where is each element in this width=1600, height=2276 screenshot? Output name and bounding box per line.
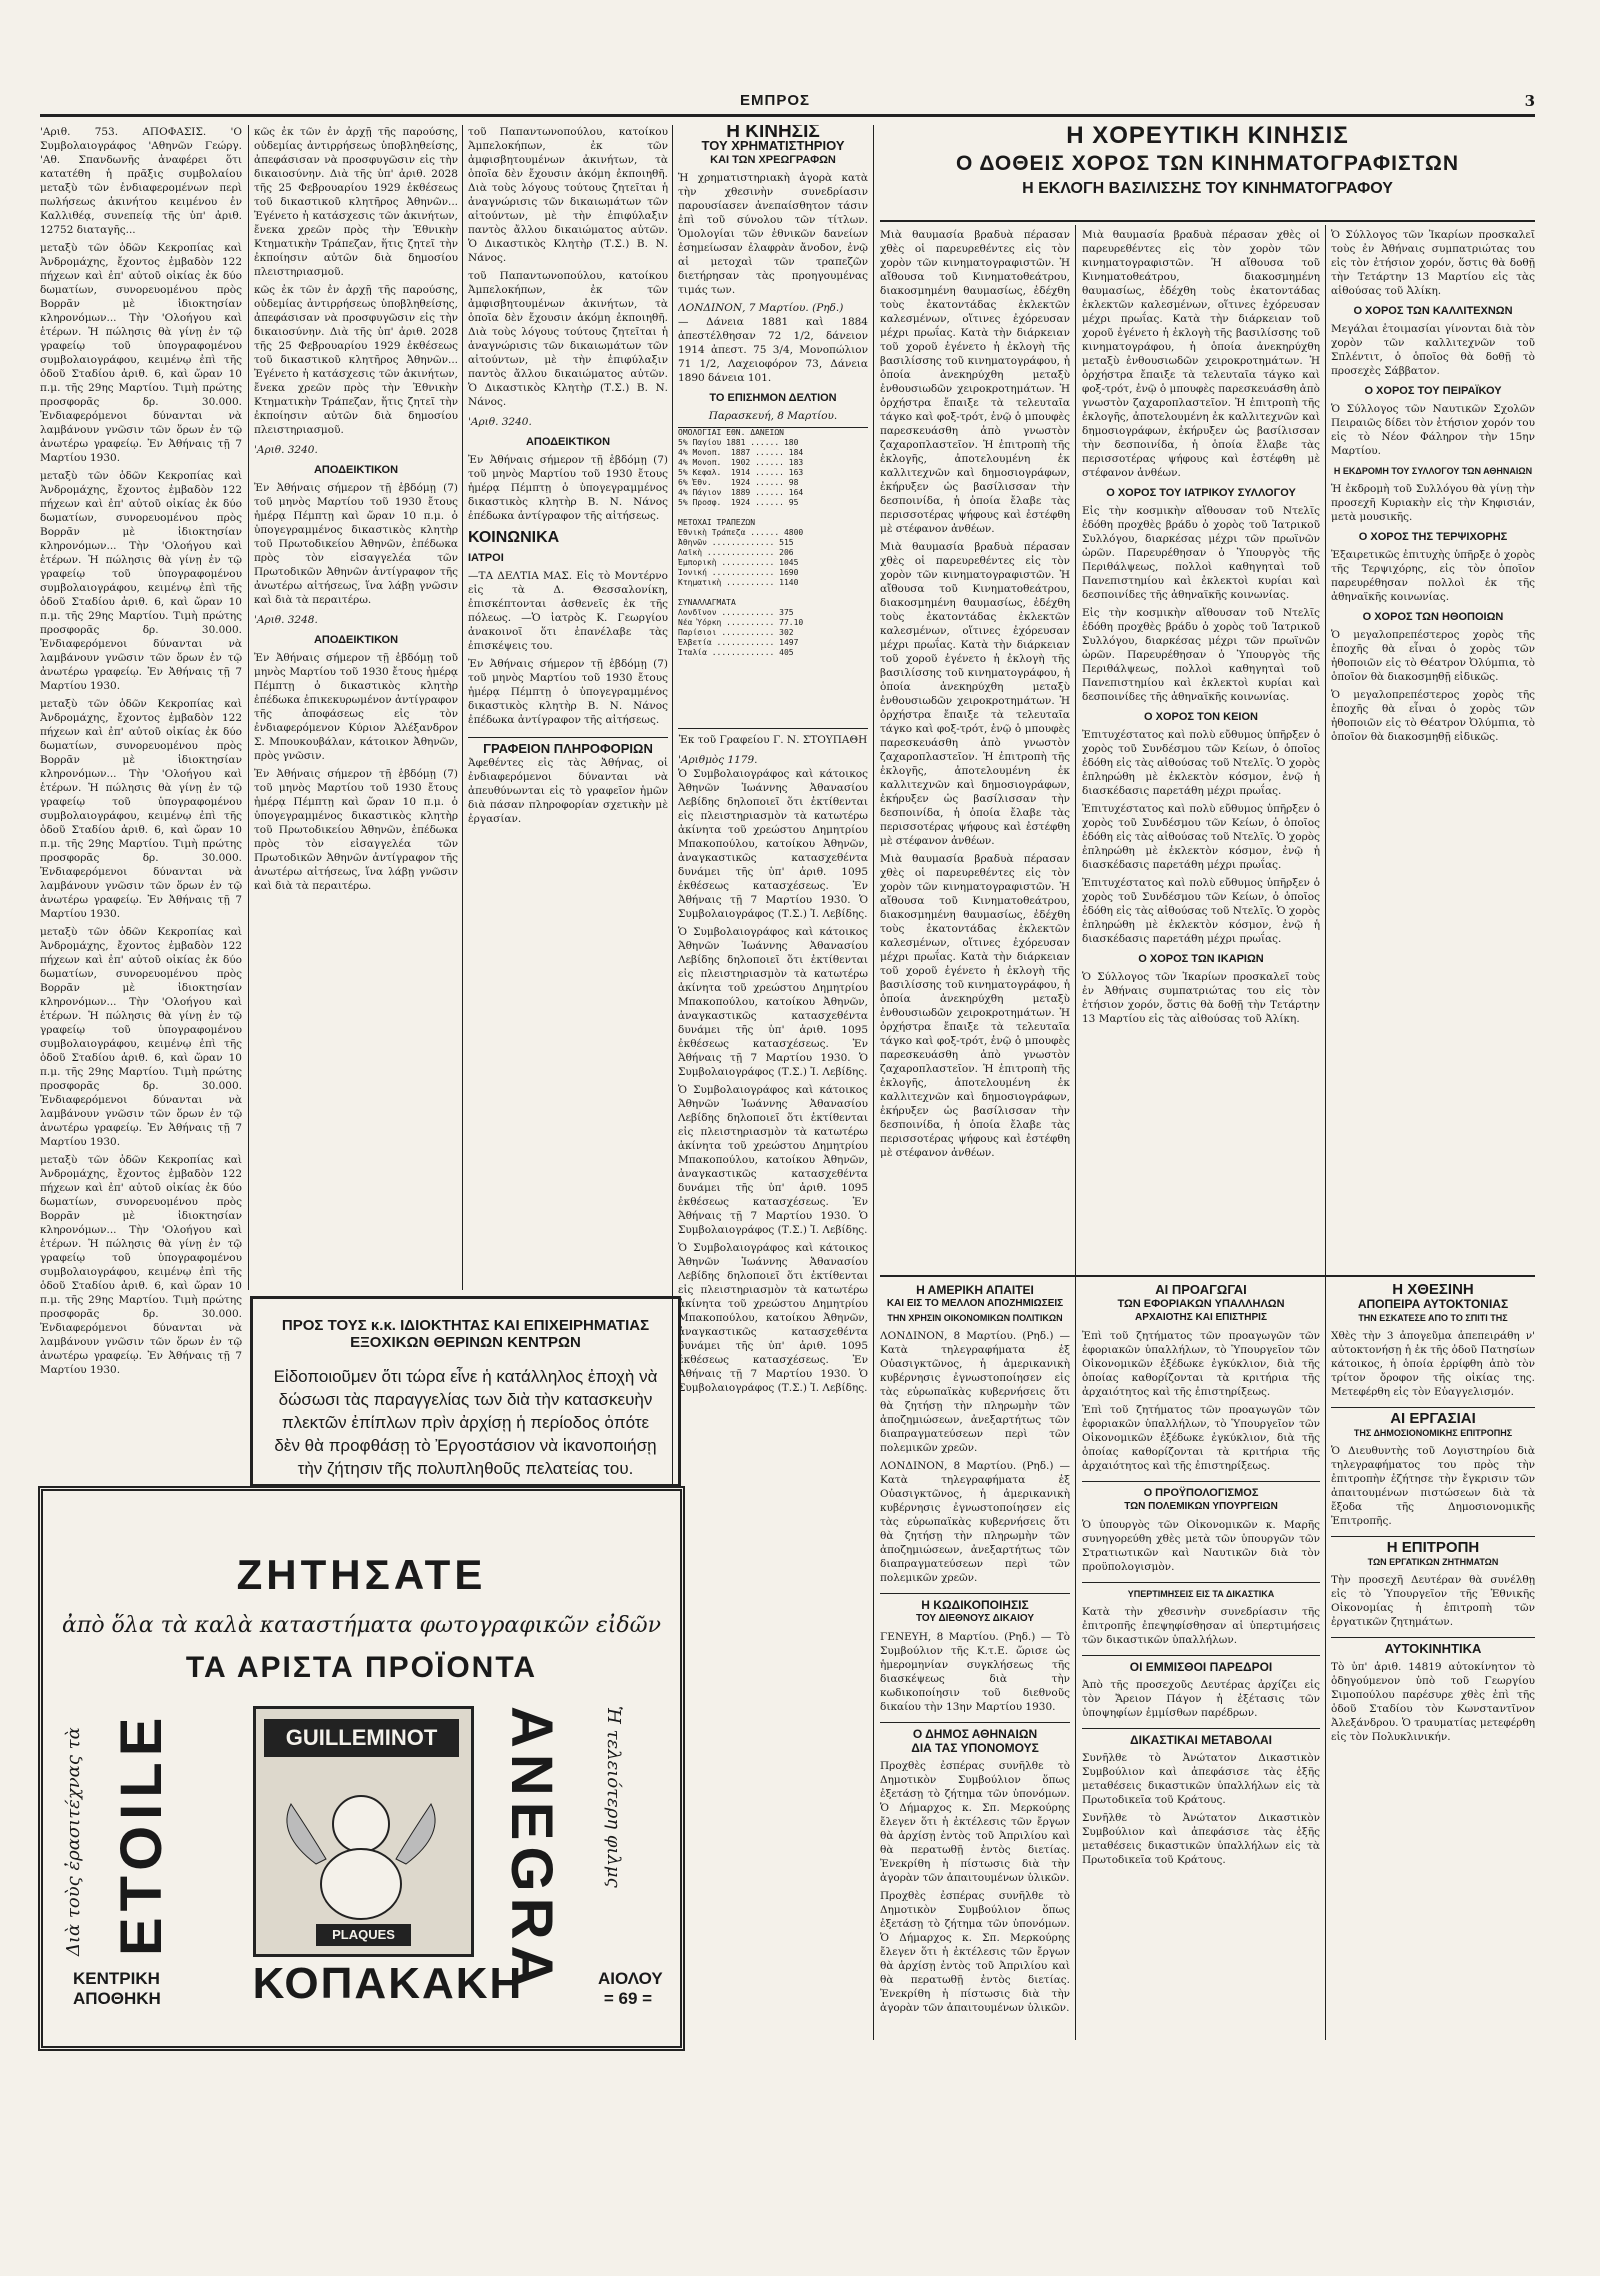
court-notice-body-repeat: τοῦ Παπαντωνοπούλου, κατοίκου Ἀμπελοκήπων, ἐκ τῶν ἀμφισβητουμένων ἀκινήτων, τὰ ὁποῖα δὲν ἔχουσιν ἀκόμη ἐκποιηθῆ. Διὰ τοὺς λόγους τούτους ζητεῖται ἡ ἀναγνώρισις τῶν δικαιωμάτων τῶν αἰτούντων, μὲ τὴν ἐπιφύλαξιν παντὸς ἄλλου δικαιώματος αὐτῶν. Ὁ Δικαστικὸς Κλητὴρ (Τ.Σ.) Β. Ν. Νάνος. <box>468 270 668 408</box>
dance-article-text: Μιὰ θαυμασία βραδυὰ πέρασαν χθὲς οἱ παρευρεθέντες εἰς τὸν χορὸν τῶν κινηματογραφιστῶν. Ἡ αἴθουσα τοῦ Κινηματοθεάτρου, διακοσμημένη θαυμασίως, ἐδέχθη τοὺς ἑκατοντάδας ἐκλεκτῶν καλεσμένων, οἵτινες ἐχόρευσαν μέχρι πρωΐας. Κατὰ τὴν διάρκειαν τοῦ χοροῦ ἐγένετο ἡ ἐκλογὴ τῆς βασιλίσσης τοῦ κινηματογράφου, ἡ ὁποία ἀνεκηρύχθη μεταξὺ ἐνθουσιωδῶν χειροκροτημάτων. Ἡ ὀρχήστρα ἔπαιξε τὰ τελευταῖα τάγκο καὶ φοξ-τρότ, ἐνῷ ὁ μπουφὲς παρεσκευάσθη ἀπὸ γνωστὸν ζαχαροπλαστεῖον. Ἡ ἐπιτροπὴ τῆς ἐκλογῆς, ἀποτελουμένη ἐκ καλλιτεχνῶν καὶ δημοσιογράφων, ἐκήρυξεν ὡς βασίλισσαν τὴν δεσποινίδα, ἡ ὁποία ἔλαβε τὰς περισσοτέρας ψήφους καὶ ἐστέφθη μὲ στέφανον ἀνθέων. <box>1082 229 1320 479</box>
ikarion-ball-heading: Ο ΧΟΡΟΣ ΤΩΝ ΙΚΑΡΙΩΝ <box>1138 953 1264 965</box>
budget-subheading: ΤΩΝ ΠΟΛΕΜΙΚΩΝ ΥΠΟΥΡΓΕΙΩΝ <box>1124 1501 1278 1512</box>
notice-number: 'Αριθμὸς 1179. <box>678 754 758 766</box>
codification-heading: Η ΚΩΔΙΚΟΠΟΙΗΣΙΣ <box>880 1593 1070 1612</box>
judicial-changes-heading: ΔΙΚΑΣΤΙΚΑΙ ΜΕΤΑΒΟΛΑΙ <box>1082 1728 1320 1747</box>
notice-number: 'Αριθ. 3248. <box>254 614 318 626</box>
photo-advertisement <box>38 1486 685 2051</box>
legal-notice-body-repeat: μεταξὺ τῶν ὁδῶν Κεκροπίας καὶ Ἀνδρομάχης, ἔχοντος ἐμβαδὸν 122 πήχεων καὶ ἐπ' αὐτοῦ οἰκίας ἐκ δύο δωματίων, συνορευομένου πρὸς Βορρᾶν μὲ ἰδιοκτησίαν κληρονόμων... Τὴν 'Ολοήγου καὶ ἑτέρων. Ἡ πώλησις θὰ γίνῃ ἐν τῷ γραφείῳ τοῦ ὑπογραφομένου συμβολαιογράφου, κειμένῳ ἐπὶ τῆς ὁδοῦ Σταδίου ἀριθ. 6, καὶ ὥραν 10 π.μ. τῆς 29ης Μαρτίου. Τιμὴ πρώτης προσφορᾶς δρ. 30.000. Ἐνδιαφερόμενοι δύνανται νὰ λαμβάνουν γνῶσιν τῶν ὅρων ἐν τῷ ἀνωτέρω γραφείῳ. Ἐν Ἀθήναις τῇ 7 Μαρτίου 1930. <box>40 926 242 1148</box>
dance-second-heading: Ο ΔΟΘΕΙΣ ΧΟΡΟΣ ΤΩΝ ΚΙΝΗΜΑΤΟΓΡΑΦΙΣΤΩΝ <box>955 152 1460 175</box>
notice-text: Ἐν Ἀθήναις σήμερον τῇ ἑβδόμῃ τοῦ μηνὸς Μαρτίου τοῦ 1930 ἔτους ἡμέρᾳ Πέμπτῃ ὁ δικαστικὸς κλητὴρ ἐπέδωκα ἐπικεκυρωμένον ἀντίγραφον τῆς ἀποφάσεως εἰς τὸν ἐνδιαφερόμενον Κύριον Ἀλέξανδρον Σ. Μπουκουβάλαν, κάτοικον Ἀθηνῶν, πρὸς γνῶσιν. <box>254 652 458 762</box>
legal-notice-body-repeat: μεταξὺ τῶν ὁδῶν Κεκροπίας καὶ Ἀνδρομάχης, ἔχοντος ἐμβαδὸν 122 πήχεων καὶ ἐπ' αὐτοῦ οἰκίας ἐκ δύο δωματίων, συνορευομένου πρὸς Βορρᾶν μὲ ἰδιοκτησίαν κληρονόμων... Τὴν 'Ολοήγου καὶ ἑτέρων. Ἡ πώλησις θὰ γίνῃ ἐν τῷ γραφείῳ τοῦ ὑπογραφομένου συμβολαιογράφου, κειμένῳ ἐπὶ τῆς ὁδοῦ Σταδίου ἀριθ. 6, καὶ ὥραν 10 π.μ. τῆς 29ης Μαρτίου. Τιμὴ πρώτης προσφορᾶς δρ. 30.000. Ἐνδιαφερόμενοι δύνανται νὰ λαμβάνουν γνῶσιν τῶν ὅρων ἐν τῷ ἀνωτέρω γραφείῳ. Ἐν Ἀθήναις τῇ 7 Μαρτίου 1930. <box>40 1154 242 1376</box>
column-rule <box>873 125 874 2040</box>
actors-ball-text: Ὁ μεγαλοπρεπέστερος χορὸς τῆς ἐποχῆς θὰ εἶναι ὁ χορὸς τῶν ἠθοποιῶν εἰς τὸ Θέατρον Ὀλύμπια, τὸ ὁποῖον θὰ διακοσμηθῇ εἰδικῶς. <box>1331 629 1535 683</box>
municipality-text-repeat: Προχθὲς ἐσπέρας συνῆλθε τὸ Δημοτικὸν Συμβούλιον ὅπως ἐξετάσῃ τὸ ζήτημα τῶν ὑπονόμων. Ὁ Δήμαρχος κ. Σπ. Μερκούρης ἔλεγεν ὅτι ἡ ἐκτέλεσις τῶν ἔργων θὰ ἀρχίσῃ ἐντὸς τοῦ Ἀπριλίου καὶ θὰ περατωθῇ ἐντὸς διετίας. Ἐνεκρίθη ἡ πίστωσις διὰ τὴν ἀγορὰν τῶν ἀπαιτουμένων ὑλικῶν. <box>880 1890 1070 2014</box>
municipality-text: Προχθὲς ἐσπέρας συνῆλθε τὸ Δημοτικὸν Συμβούλιον ὅπως ἐξετάσῃ τὸ ζήτημα τῶν ὑπονόμων. Ὁ Δήμαρχος κ. Σπ. Μερκούρης ἔλεγεν ὅτι ἡ ἐκτέλεσις τῶν ἔργων θὰ ἀρχίσῃ ἐντὸς τοῦ Ἀπριλίου καὶ θὰ περατωθῇ ἐντὸς διετίας. Ἐνεκρίθη ἡ πίστωσις διὰ τὴν ἀγορὰν τῶν ἀπαιτουμένων ὑλικῶν. <box>880 1760 1070 1884</box>
promotions-text-repeat: Ἐπὶ τοῦ ζητήματος τῶν προαγωγῶν τῶν ἐφοριακῶν ὑπαλλήλων, τὸ Ὑπουργεῖον τῶν Οἰκονομικῶν ἐξέδωκε ἐγκύκλιον, διὰ τῆς ὁποίας καθορίζονται τὰ κριτήρια τῆς ἀρχαιότητος καὶ τῆς ἐπιστηρίξεως. <box>1082 1404 1320 1472</box>
dance-article-text-repeat: Μιὰ θαυμασία βραδυὰ πέρασαν χθὲς οἱ παρευρεθέντες εἰς τὸν χορὸν τῶν κινηματογραφιστῶν. Ἡ αἴθουσα τοῦ Κινηματοθεάτρου, διακοσμημένη θαυμασίως, ἐδέχθη τοὺς ἑκατοντάδας ἐκλεκτῶν καλεσμένων, οἵτινες ἐχόρευσαν μέχρι πρωΐας. Κατὰ τὴν διάρκειαν τοῦ χοροῦ ἐγένετο ἡ ἐκλογὴ τῆς βασιλίσσης τοῦ κινηματογράφου, ἡ ὁποία ἀνεκηρύχθη μεταξὺ ἐνθουσιωδῶν χειροκροτημάτων. Ἡ ὀρχήστρα ἔπαιξε τὰ τελευταῖα τάγκο καὶ φοξ-τρότ, ἐνῷ ὁ μπουφὲς παρεσκευάσθη ἀπὸ γνωστὸν ζαχαροπλαστεῖον. Ἡ ἐπιτροπὴ τῆς ἐκλογῆς, ἀποτελουμένη ἐκ καλλιτεχνῶν καὶ δημοσιογράφων, ἐκήρυξεν ὡς βασίλισσαν τὴν δεσποινίδα, ἡ ὁποία ἔλαβε τὰς περισσοτέρας ψήφους καὶ ἐστέφθη μὲ στέφανον ἀνθέων. <box>880 853 1070 1159</box>
dateline: ΛΟΝΔΙΝΟΝ, 7 Μαρτίου. (Ρηδ.) <box>678 302 844 314</box>
artists-ball-text: Μεγάλαι ἑτοιμασίαι γίνονται διὰ τὸν χορὸν τῶν καλλιτεχνῶν τοῦ Σπλέντιτ, ὁ ὁποῖος θὰ δοθῇ τὸ προσεχὲς Σάββατον. <box>1331 323 1535 377</box>
actors-ball-text-repeat: Ὁ μεγαλοπρεπέστερος χορὸς τῆς ἐποχῆς θὰ εἶναι ὁ χορὸς τῶν ἠθοποιῶν εἰς τὸ Θέατρον Ὀλύμπια, τὸ ὁποῖον θὰ διακοσμηθῇ εἰδικῶς. <box>1331 689 1535 743</box>
dance-article-text: Μιὰ θαυμασία βραδυὰ πέρασαν χθὲς οἱ παρευρεθέντες εἰς τὸν χορὸν τῶν κινηματογραφιστῶν. Ἡ αἴθουσα τοῦ Κινηματοθεάτρου, διακοσμημένη θαυμασίως, ἐδέχθη τοὺς ἑκατοντάδας ἐκλεκτῶν καλεσμένων, οἵτινες ἐχόρευσαν μέχρι πρωΐας. Κατὰ τὴν διάρκειαν τοῦ χοροῦ ἐγένετο ἡ ἐκλογὴ τῆς βασιλίσσης τοῦ κινηματογράφου, ἡ ὁποία ἀνεκηρύχθη μεταξὺ ἐνθουσιωδῶν χειροκροτημάτων. Ἡ ὀρχήστρα ἔπαιξε τὰ τελευταῖα τάγκο καὶ φοξ-τρότ, ἐνῷ ὁ μπουφὲς παρεσκευάσθη ἀπὸ γνωστὸν ζαχαροπλαστεῖον. Ἡ ἐπιτροπὴ τῆς ἐκλογῆς, ἀποτελουμένη ἐκ καλλιτεχνῶν καὶ δημοσιογράφων, ἐκήρυξεν ὡς βασίλισσαν τὴν δεσποινίδα, ἡ ὁποία ἔλαβε τὰς περισσοτέρας ψήφους καὶ ἐστέφθη μὲ στέφανον ἀνθέων. <box>880 229 1070 535</box>
promotions-text: Ἐπὶ τοῦ ζητήματος τῶν προαγωγῶν τῶν ἐφοριακῶν ὑπαλλήλων, τὸ Ὑπουργεῖον τῶν Οἰκονομικῶν ἐξέδωκε ἐγκύκλιον, διὰ τῆς ὁποίας καθορίζονται τὰ κριτήρια τῆς ἀρχαιότητος καὶ τῆς ἐπιστηρίξεως. <box>1082 1330 1320 1398</box>
notice-heading: ΑΠΟΔΕΙΚΤΙΚΟΝ <box>313 634 399 646</box>
section-rule <box>880 1275 1535 1277</box>
ad-products: ΤΑ ΑΡΙΣΤΑ ΠΡΟΪΟΝΤΑ <box>185 1651 538 1684</box>
codification-text: ΓΕΝΕΥΗ, 8 Μαρτίου. (Ρηδ.) — Τὸ Συμβούλιον τῆς Κ.τ.Ε. ὥρισε ὡς ἡμερομηνίαν συγκλήσεως τῆς διασκέψεως διὰ τὴν κωδικοποίησιν τοῦ διεθνοῦς δικαίου τὴν 13ην Μαρτίου 1930. <box>880 1631 1070 1713</box>
social-section-heading: ΚΟΙΝΩΝΙΚΑ <box>468 529 560 546</box>
notice-number: 'Αριθ. 3240. <box>254 444 318 456</box>
suicide-subheading: ΑΠΟΠΕΙΡΑ ΑΥΤΟΚΤΟΝΙΑΣ <box>1357 1297 1509 1311</box>
london-quotes: — Δάνεια 1881 καὶ 1884 ἀπεστέλθησαν 72 1/2, δάνειον 1914 ἀπεστ. 75 3/4, Μονοπώλιον 71 1/2, Λαχειοφόρον 73, Δάνεια 1890 δάνεια 101. <box>678 316 868 384</box>
stock-market-subheading: ΚΑΙ ΤΩΝ ΧΡΕΩΓΡΑΦΩΝ <box>710 154 836 166</box>
suicide-text: Χθὲς τὴν 3 ἀπογεῦμα ἀπεπειράθη ν' αὐτοκτονήσῃ ἡ ἐκ τῆς ὁδοῦ Πατησίων κάτοικος, ἡ ὁποία ἐρρίφθη ἀπὸ τὸν τρίτον ὄροφον τῆς οἰκίας της. Μετεφέρθη εἰς τὸν Εὐαγγελισμόν. <box>1331 1330 1535 1398</box>
notice-heading: ΑΠΟΔΕΙΚΤΙΚΟΝ <box>525 436 611 448</box>
keion-ball-text-repeat: Ἐπιτυχέστατος καὶ πολὺ εὔθυμος ὑπῆρξεν ὁ χορὸς τοῦ Συνδέσμου τῶν Κείων, ὁ ὁποῖος ἐδόθη εἰς τὰς αἰθούσας τοῦ Ντελῖς. Ὁ χορὸς ἐπληρώθη μὲ ἐκλεκτὸν κόσμον, ἐνῷ ἡ διασκέδασις παρετάθη μέχρι πρωΐας. <box>1082 803 1320 871</box>
etoile-brand: ETOILE <box>109 1711 174 1956</box>
column-rule <box>1325 225 1326 2040</box>
notice-heading: ΑΠΟΔΕΙΚΤΙΚΟΝ <box>313 464 399 476</box>
america-subheading: ΚΑΙ ΕΙΣ ΤΟ ΜΕΛΛΟΝ ΑΠΟΖΗΜΙΩΣΕΙΣ <box>886 1298 1064 1309</box>
anegra-brand: ANEGRA <box>499 1706 564 1994</box>
dance-article-text: Ὁ Σύλλογος τῶν Ἰκαρίων προσκαλεῖ τοὺς ἐν Ἀθήναις συμπατριώτας του εἰς τὸν ἐτήσιον χορόν, ὅστις θὰ δοθῇ τὴν Τετάρτην 13 Μαρτίου εἰς τὰς αἰθούσας τοῦ Ἀλίκη. <box>1331 229 1535 297</box>
overvaluations-heading: ΥΠΕΡΤΙΜΗΣΕΙΣ ΕΙΣ ΤΑ ΔΙΚΑΣΤΙΚΑ <box>1082 1582 1320 1601</box>
dance-column-b <box>1082 228 1320 1268</box>
labor-committee-text: Τὴν προσεχῆ Δευτέραν θὰ συνέλθῃ εἰς τὸ Ὑπουργεῖον τῆς Ἐθνικῆς Οἰκονομίας ἡ ἐπιτροπὴ τῶν ἐργατικῶν ζητημάτων. <box>1331 1574 1535 1628</box>
ad-heading: ΠΡΟΣ ΤΟΥΣ κ.κ. ΙΔΙΟΚΤΗΤΑΣ ΚΑΙ ΕΠΙΧΕΙΡΗΜΑΤΙΑΣ ΕΞΟΧΙΚΩΝ ΘΕΡΙΝΩΝ ΚΕΝΤΡΩΝ <box>281 1317 650 1351</box>
medical-ball-text: Εἰς τὴν κοσμικὴν αἴθουσαν τοῦ Ντελῖς ἐδόθη προχθὲς βράδυ ὁ χορὸς τοῦ Ἰατρικοῦ Συλλόγου, διαρκέσας μέχρι τῶν πρωϊνῶν ὡρῶν. Παρευρέθησαν ὁ Ὑπουργὸς τῆς Περιθάλψεως, πολλοὶ καθηγηταὶ τοῦ Πανεπιστημίου καὶ ἐκλεκτοὶ κυρίαι καὶ δεσποινίδες τῆς ἀθηναϊκῆς κοινωνίας. <box>1082 505 1320 601</box>
cherub-illustration <box>256 1764 471 1934</box>
automobile-heading: ΑΥΤΟΚΙΝΗΤΙΚΑ <box>1331 1637 1535 1656</box>
guilleminot-brand: GUILLEMINOT <box>264 1719 459 1757</box>
quotes-table: ΟΜΟΛΟΓΙΑΙ ΕΘΝ. ΔΑΝΕΙΩΝ 5% Παγίου 1881 ...... 180 4% Μονοπ. 1887 ...... 184 4% Μονοπ. 1902 ...... 183 5% Κεφαλ. 1914 ...... 163 6% Ἐθν. 1924 ...... 98 4% Πάγιον 1889 ...... 164 5% Προσφ. 1924 ...... 95 ΜΕΤΟΧΑΙ ΤΡΑΠΕΖΩΝ Ἐθνικὴ Τράπεζα ...... 4800 Ἀθηνῶν ............. 515 Λαϊκὴ .............. 206 Ἐμπορικὴ ........... 1045 Ἰονική ............. 1690 Κτηματικὴ .......... 1140 ΣΥΝΑΛΛΑΓΜΑΤΑ Λονδῖνον ........... 375 Νέα Ὑόρκη .......... 77.10 Παρίσιοι ........... 302 Ἐλβετία ............ 1497 Ἰταλία ............. 405 <box>678 427 868 729</box>
automobile-text: Τὸ ὑπ' ἀριθ. 14819 αὐτοκίνητον τὸ ὁδηγούμενον ὑπὸ τοῦ Γεωργίου Σιμοπούλου παρέσυρε χθὲς ἐπὶ τῆς ὁδοῦ Σταδίου τὸν Κωνσταντῖνον Ἀλεξάνδρου. Ὁ τραυματίας μετεφέρθη εἰς τὸν Πολυκλινικήν. <box>1331 1661 1535 1743</box>
actors-ball-heading: Ο ΧΟΡΟΣ ΤΩΝ ΗΘΟΠΟΙΩΝ <box>1362 611 1504 623</box>
assessors-text: Ἀπὸ τῆς προσεχοῦς Δευτέρας ἀρχίζει εἰς τὸν Ἄρειον Πάγον ἡ ἐξέτασις τῶν ὑποψηφίων ἐμμίσθων παρέδρων. <box>1082 1679 1320 1719</box>
terpsichore-ball-text: Ἐξαιρετικῶς ἐπιτυχὴς ὑπῆρξε ὁ χορὸς τῆς Τερψιχόρης, εἰς τὸν ὁποῖον παρευρέθησαν πολλοὶ ἐκ τῆς ἀθηναϊκῆς κοινωνίας. <box>1331 549 1535 603</box>
assessors-heading: ΟΙ ΕΜΜΙΣΘΟΙ ΠΑΡΕΔΡΟΙ <box>1082 1655 1320 1674</box>
court-notice-body-repeat: κῶς ἐκ τῶν ἐν ἀρχῇ τῆς παρούσης, οὐδεμίας ἀντιρρήσεως ὑποβληθείσης, ἀπεφάσισαν νὰ προσφυγῶσιν εἰς τὴν δικαιοσύνην. Διὰ τῆς ὑπ' ἀριθ. 2028 τῆς 25 Φεβρουαρίου 1929 ἐκθέσεως τοῦ δικαστικοῦ κλητῆρος Ἀθηνῶν... Ἐγένετο ἡ κατάσχεσις τῶν ἀκινήτων, ἔνεκα χρεῶν πρὸς τὴν Ἐθνικὴν Κτηματικὴν Τράπεζαν, ἥτις ζητεῖ τὴν ἐκποίησιν αὐτῶν διὰ δημοσίου πλειστηριασμοῦ. <box>254 284 458 436</box>
column-2 <box>254 125 458 1285</box>
court-notice-body: τοῦ Παπαντωνοπούλου, κατοίκου Ἀμπελοκήπων, ἐκ τῶν ἀμφισβητουμένων ἀκινήτων, τὰ ὁποῖα δὲν ἔχουσιν ἀκόμη ἐκποιηθῆ. Διὰ τοὺς λόγους τούτους ζητεῖται ἡ ἀναγνώρισις τῶν δικαιωμάτων τῶν αἰτούντων, μὲ τὴν ἐπιφύλαξιν παντὸς ἄλλου δικαιώματος αὐτῶν. Ὁ Δικαστικὸς Κλητὴρ (Τ.Σ.) Β. Ν. Νάνος. <box>468 126 668 264</box>
masthead <box>40 92 1535 117</box>
budget-text: Ὁ ὑπουργὸς τῶν Οἰκονομικῶν κ. Μαρῆς συνηγορεύθη χθὲς μετὰ τῶν ὑπουργῶν τῶν Στρατιωτικῶν καὶ Ναυτικῶν διὰ τὸν προϋπολογισμὸν. <box>1082 1519 1320 1573</box>
stock-market-heading: Η ΚΙΝΗΣΙΣ <box>726 125 820 142</box>
notary-notice-repeat: Ὁ Συμβολαιογράφος καὶ κάτοικος Ἀθηνῶν Ἰωάννης Ἀθανασίου Λεβίδης δηλοποιεῖ ὅτι ἐκτίθενται εἰς πλειστηριασμὸν τὰ κατωτέρω ἀκίνητα τοῦ χρεώστου Δημητρίου Μπακοπούλου, κατοίκου Ἀθηνῶν, ἀναγκαστικῶς κατασχεθέντα δυνάμει τῆς ὑπ' ἀριθ. 1095 ἐκθέσεως κατασχέσεως. Ἐν Ἀθήναις τῇ 7 Μαρτίου 1930. Ὁ Συμβολαιογράφος (Τ.Σ.) Ἰ. Λεβίδης. <box>678 926 868 1078</box>
lower-column-b <box>1082 1283 1320 2040</box>
column-4 <box>678 125 868 2035</box>
notice-number: 'Αριθ. 3240. <box>468 416 532 428</box>
piraeus-ball-heading: Ο ΧΟΡΟΣ ΤΟΥ ΠΕΙΡΑΪΚΟΥ <box>1364 385 1502 397</box>
plaques-label: PLAQUES <box>316 1924 411 1946</box>
municipality-subheading: ΔΙΑ ΤΑΣ ΥΠΟΝΟΜΟΥΣ <box>911 1741 1039 1755</box>
column-rule <box>1075 225 1076 2040</box>
promotions-heading: ΑΙ ΠΡΟΑΓΩΓΑΙ <box>1155 1283 1247 1297</box>
info-office-heading: ΓΡΑΦΕΙΟΝ ΠΛΗΡΟΦΟΡΙΩΝ <box>468 737 668 756</box>
column-rule <box>462 125 463 1290</box>
page-number: 3 <box>1524 92 1535 110</box>
medical-ball-text-repeat: Εἰς τὴν κοσμικὴν αἴθουσαν τοῦ Ντελῖς ἐδόθη προχθὲς βράδυ ὁ χορὸς τοῦ Ἰατρικοῦ Συλλόγου, διαρκέσας μέχρι τῶν πρωϊνῶν ὡρῶν. Παρευρέθησαν ὁ Ὑπουργὸς τῆς Περιθάλψεως, πολλοὶ καθηγηταὶ τοῦ Πανεπιστημίου καὶ ἐκλεκτοὶ κυρίαι καὶ δεσποινίδες τῆς ἀθηναϊκῆς κοινωνίας. <box>1082 607 1320 703</box>
codification-subheading: ΤΟΥ ΔΙΕΘΝΟΥΣ ΔΙΚΑΙΟΥ <box>915 1613 1035 1624</box>
labor-committee-subheading: ΤΩΝ ΕΡΓΑΤΙΚΩΝ ΖΗΤΗΜΑΤΩΝ <box>1367 1557 1499 1567</box>
notice-text: Ἐν Ἀθήναις σήμερον τῇ ἑβδόμῃ (7) τοῦ μηνὸς Μαρτίου τοῦ 1930 ἔτους ἡμέρᾳ Πέμπτῃ καὶ ὥραν 10 π.μ. ὁ ὑπογεγραμμένος δικαστικὸς κλητὴρ τοῦ Πρωτοδικείου Ἀθηνῶν, ἐπέδωκα πρὸς τὸν εἰσαγγελέα τῶν Πρωτοδικῶν Ἀθηνῶν ἀντίγραφον τῆς ἀνωτέρω αἰτήσεως, ἵνα λάβῃ γνῶσιν καὶ διὰ τὰ περαιτέρω. <box>254 482 458 606</box>
dance-column-a <box>880 228 1070 1268</box>
municipality-heading: Ο ΔΗΜΟΣ ΑΘΗΝΑΙΩΝ <box>880 1722 1070 1741</box>
notary-notice-repeat: Ὁ Συμβολαιογράφος καὶ κάτοικος Ἀθηνῶν Ἰωάννης Ἀθανασίου Λεβίδης δηλοποιεῖ ὅτι ἐκτίθενται εἰς πλειστηριασμὸν τὰ κατωτέρω ἀκίνητα τοῦ χρεώστου Δημητρίου Μπακοπούλου, κατοίκου Ἀθηνῶν, ἀναγκαστικῶς κατασχεθέντα δυνάμει τῆς ὑπ' ἀριθ. 1095 ἐκθέσεως κατασχέσεως. Ἐν Ἀθήναις τῇ 7 Μαρτίου 1930. Ὁ Συμβολαιογράφος (Τ.Σ.) Ἰ. Λεβίδης. <box>678 1084 868 1236</box>
suicide-subheading: ΤΗΝ ΕΣΚΑΤΕΣΕ ΑΠΟ ΤΟ ΣΠΙΤΙ ΤΗΣ <box>1358 1313 1508 1323</box>
ad-headline: ΖΗΤΗΣΑΤΕ <box>236 1551 487 1598</box>
ikarion-ball-text: Ὁ Σύλλογος τῶν Ἰκαρίων προσκαλεῖ τοὺς ἐν Ἀθήναις συμπατριώτας του εἰς τὸν ἐτήσιον χορόν, ὅστις θὰ δοθῇ τὴν Τετάρτην 13 Μαρτίου εἰς τὰς αἰθούσας τοῦ Ἀλίκη. <box>1082 971 1320 1025</box>
america-heading: Η ΑΜΕΡΙΚΗ ΑΠΑΙΤΕΙ <box>916 1283 1034 1297</box>
keion-ball-heading: Ο ΧΟΡΟΣ ΤΟΝ ΚΕΙΟΝ <box>1144 711 1258 723</box>
doctors-text-repeat: Ἐν Ἀθήναις σήμερον τῇ ἑβδόμῃ (7) τοῦ μηνὸς Μαρτίου τοῦ 1930 ἔτους ἡμέρᾳ Πέμπτῃ ὁ ὑπογεγραμμένος δικαστικὸς κλητὴρ Β. Ν. Νάνος ἐπέδωκα ἀντίγραφον τῆς αἰτήσεως. <box>468 658 668 726</box>
terpsichore-ball-heading: Ο ΧΟΡΟΣ ΤΗΣ ΤΕΡΨΙΧΟΡΗΣ <box>1358 531 1508 543</box>
overvaluations-text: Κατὰ τὴν χθεσινὴν συνεδρίασιν τῆς ἐπιτροπῆς ἐπεψηφίσθησαν αἱ ὑπερτιμήσεις τῶν δικαστικῶν ὑπαλλήλων. <box>1082 1606 1320 1646</box>
labor-committee-heading: Η ΕΠΙΤΡΟΠΗ <box>1331 1536 1535 1555</box>
lower-column-c <box>1331 1283 1535 2040</box>
bulletin-date: Παρασκευή, 8 Μαρτίου. <box>708 410 838 422</box>
dance-column-c <box>1331 228 1535 1268</box>
doctors-heading: ΙΑΤΡΟΙ <box>468 552 504 564</box>
anegra-small-text: Ἡ τελειότερη φιλμς <box>603 1706 624 1888</box>
aiolou-address: ΑΙΟΛΟΥ = 69 = <box>598 1969 663 2008</box>
notary-notice: Ὁ Συμβολαιογράφος καὶ κάτοικος Ἀθηνῶν Ἰωάννης Ἀθανασίου Λεβίδης δηλοποιεῖ ὅτι ἐκτίθενται εἰς πλειστηριασμὸν τὰ κατωτέρω ἀκίνητα τοῦ χρεώστου Δημητρίου Μπακοπούλου, κατοίκου Ἀθηνῶν, ἀναγκαστικῶς κατασχεθέντα δυνάμει τῆς ὑπ' ἀριθ. 1095 ἐκθέσεως κατασχέσεως. Ἐν Ἀθήναις τῇ 7 Μαρτίου 1930. Ὁ Συμβολαιογράφος (Τ.Σ.) Ἰ. Λεβίδης. <box>678 768 868 920</box>
artists-ball-heading: Ο ΧΟΡΟΣ ΤΩΝ ΚΑΛΛΙΤΕΧΝΩΝ <box>1353 305 1513 317</box>
america-text: ΛΟΝΔΙΝΟΝ, 8 Μαρτίου. (Ρηδ.) — Κατὰ τηλεγραφήματα ἐξ Οὐασιγκτῶνος, ἡ ἀμερικανικὴ κυβέρνησις ἐγνωστοποίησεν εἰς τὰς εὐρωπαϊκὰς κυβερνήσεις ὅτι θὰ ζητήσῃ τὴν πληρωμὴν τῶν ἀποζημιώσεων, ἀνεξαρτήτως τῶν διαπραγματεύσεων περὶ τῶν πολεμικῶν χρεῶν. <box>880 1330 1070 1454</box>
ad-body: Εἰδοποιοῦμεν ὅτι τώρα εἶνε ἡ κατάλληλος ἐποχὴ νὰ δώσωσι τὰς παραγγελίας των διὰ τὴν κατασκευὴν πλεκτῶν ἐπίπλων πρὶν ἀρχίσῃ ἡ περίοδος ὁπότε δὲν θὰ προφθάσῃ τὸ Ἐργοστάσιον νὰ ἱκανοποιήσῃ τὴν ζήτησιν τῆς πολυπληθοῦς πελατείας του. <box>273 1367 658 1478</box>
excursion-text: Ἡ ἐκδρομὴ τοῦ Συλλόγου θὰ γίνῃ τὴν προσεχῆ Κυριακὴν εἰς τὴν Κηφισιάν, μετὰ μουσικῆς. <box>1331 483 1535 523</box>
central-warehouse-label: ΚΕΝΤΡΙΚΗ ΑΠΟΘΗΚΗ <box>73 1969 161 2008</box>
judicial-changes-text: Συνῆλθε τὸ Ἀνώτατον Δικαστικὸν Συμβούλιον καὶ ἀπεφάσισε τὰς ἑξῆς μεταθέσεις δικαστικῶν ὑπαλλήλων εἰς τὰ Πρωτοδικεῖα τοῦ Κράτους. <box>1082 1752 1320 1806</box>
newspaper-title: ΕΜΠΡΟΣ <box>740 92 811 109</box>
info-office-text: Ἀφεθέντες εἰς τὰς Ἀθήνας, οἱ ἐνδιαφερόμενοι δύνανται νὰ ἀπευθύνωνται εἰς τὸ γραφεῖον ἡμῶν διὰ πάσαν πληροφορίαν σχετικὴν μὲ ἐργασίαν. <box>468 757 668 825</box>
notary-notice-repeat: Ὁ Συμβολαιογράφος καὶ κάτοικος Ἀθηνῶν Ἰωάννης Ἀθανασίου Λεβίδης δηλοποιεῖ ὅτι ἐκτίθενται εἰς πλειστηριασμὸν τὰ κατωτέρω ἀκίνητα τοῦ χρεώστου Δημητρίου Μπακοπούλου, κατοίκου Ἀθηνῶν, ἀναγκαστικῶς κατασχεθέντα δυνάμει τῆς ὑπ' ἀριθ. 1095 ἐκθέσεως κατασχέσεως. Ἐν Ἀθήναις τῇ 7 Μαρτίου 1930. Ὁ Συμβολαιογράφος (Τ.Σ.) Ἰ. Λεβίδης. <box>678 1242 868 1394</box>
stock-market-subheading: ΤΟΥ ΧΡΗΜΑΤΙΣΤΗΡΙΟΥ <box>701 138 845 153</box>
america-subheading: ΤΗΝ ΧΡΗΣΙΝ ΟΙΚΟΝΟΜΙΚΩΝ ΠΟΛΙΤΙΚΩΝ <box>887 1313 1063 1323</box>
furniture-advertisement <box>250 1296 681 1487</box>
court-notice-body: κῶς ἐκ τῶν ἐν ἀρχῇ τῆς παρούσης, οὐδεμίας ἀντιρρήσεως ὑποβληθείσης, ἀπεφάσισαν νὰ προσφυγῶσιν εἰς τὴν δικαιοσύνην. Διὰ τῆς ὑπ' ἀριθ. 2028 τῆς 25 Φεβρουαρίου 1929 ἐκθέσεως τοῦ δικαστικοῦ κλητῆρος Ἀθηνῶν... Ἐγένετο ἡ κατάσχεσις τῶν ἀκινήτων, ἔνεκα χρεῶν πρὸς τὴν Ἐθνικὴν Κτηματικὴν Τράπεζαν, ἥτις ζητεῖ τὴν ἐκποίησιν αὐτῶν διὰ δημοσίου πλειστηριασμοῦ. <box>254 126 458 278</box>
judicial-changes-text-repeat: Συνῆλθε τὸ Ἀνώτατον Δικαστικὸν Συμβούλιον καὶ ἀπεφάσισε τὰς ἑξῆς μεταθέσεις δικαστικῶν ὑπαλλήλων εἰς τὰ Πρωτοδικεῖα τοῦ Κράτους. <box>1082 1812 1320 1866</box>
budget-heading: Ο ΠΡΟΫΠΟΛΟΓΙΣΜΟΣ <box>1082 1481 1320 1500</box>
dance-main-heading: Η ΧΟΡΕΥΤΙΚΗ ΚΙΝΗΣΙΣ <box>1066 122 1349 149</box>
medical-ball-heading: Ο ΧΟΡΟΣ ΤΟΥ ΙΑΤΡΙΚΟΥ ΣΥΛΛΟΓΟΥ <box>1106 487 1296 499</box>
committee-work-heading: ΑΙ ΕΡΓΑΣΙΑΙ <box>1331 1407 1535 1426</box>
etoile-small-text: Διὰ τοὺς ἐρασιτέχνας τὰ <box>63 1727 84 1956</box>
kopakakis-name: ΚΟΠΑΚΑΚΗ <box>252 1959 524 2008</box>
dance-article-text-repeat: Μιὰ θαυμασία βραδυὰ πέρασαν χθὲς οἱ παρευρεθέντες εἰς τὸν χορὸν τῶν κινηματογραφιστῶν. Ἡ αἴθουσα τοῦ Κινηματοθεάτρου, διακοσμημένη θαυμασίως, ἐδέχθη τοὺς ἑκατοντάδας ἐκλεκτῶν καλεσμένων, οἵτινες ἐχόρευσαν μέχρι πρωΐας. Κατὰ τὴν διάρκειαν τοῦ χοροῦ ἐγένετο ἡ ἐκλογὴ τῆς βασιλίσσης τοῦ κινηματογράφου, ἡ ὁποία ἀνεκηρύχθη μεταξὺ ἐνθουσιωδῶν χειροκροτημάτων. Ἡ ὀρχήστρα ἔπαιξε τὰ τελευταῖα τάγκο καὶ φοξ-τρότ, ἐνῷ ὁ μπουφὲς παρεσκευάσθη ἀπὸ γνωστὸν ζαχαροπλαστεῖον. Ἡ ἐπιτροπὴ τῆς ἐκλογῆς, ἀποτελουμένη ἐκ καλλιτεχνῶν καὶ δημοσιογράφων, ἐκήρυξεν ὡς βασίλισσαν τὴν δεσποινίδα, ἡ ὁποία ἔλαβε τὰς περισσοτέρας ψήφους καὶ ἐστέφθη μὲ στέφανον ἀνθέων. <box>880 541 1070 847</box>
column-rule <box>248 125 249 1290</box>
committee-work-text: Ὁ Διευθυντὴς τοῦ Λογιστηρίου διὰ τηλεγραφήματος του πρὸς τὴν ἐπιτροπὴν ἐζήτησε τὴν ἔγκρισιν τῶν ἀπαιτουμένων πιστώσεων διὰ τὰ ἔξοδα τῆς Δημοσιονομικῆς Ἐπιτροπῆς. <box>1331 1445 1535 1527</box>
legal-notice-body-repeat: μεταξὺ τῶν ὁδῶν Κεκροπίας καὶ Ἀνδρομάχης, ἔχοντος ἐμβαδὸν 122 πήχεων καὶ ἐπ' αὐτοῦ οἰκίας ἐκ δύο δωματίων, συνορευομένου πρὸς Βορρᾶν μὲ ἰδιοκτησίαν κληρονόμων... Τὴν 'Ολοήγου καὶ ἑτέρων. Ἡ πώλησις θὰ γίνῃ ἐν τῷ γραφείῳ τοῦ ὑπογραφομένου συμβολαιογράφου, κειμένῳ ἐπὶ τῆς ὁδοῦ Σταδίου ἀριθ. 6, καὶ ὥραν 10 π.μ. τῆς 29ης Μαρτίου. Τιμὴ πρώτης προσφορᾶς δρ. 30.000. Ἐνδιαφερόμενοι δύνανται νὰ λαμβάνουν γνῶσιν τῶν ὅρων ἐν τῷ ἀνωτέρω γραφείῳ. Ἐν Ἀθήναις τῇ 7 Μαρτίου 1930. <box>40 698 242 920</box>
ad-tagline: ἀπὸ ὅλα τὰ καλὰ καταστήματα φωτογραφικῶν εἰδῶν <box>62 1613 661 1638</box>
promotions-subheading: ΤΩΝ ΕΦΟΡΙΑΚΩΝ ΥΠΑΛΛΗΛΩΝ <box>1117 1298 1285 1310</box>
quotes-source: Ἐκ τοῦ Γραφείου Γ. Ν. ΣΤΟΥΠΑΘΗ <box>678 734 868 746</box>
keion-ball-text-repeat: Ἐπιτυχέστατος καὶ πολὺ εὔθυμος ὑπῆρξεν ὁ χορὸς τοῦ Συνδέσμου τῶν Κείων, ὁ ὁποῖος ἐδόθη εἰς τὰς αἰθούσας τοῦ Ντελῖς. Ὁ χορὸς ἐπληρώθη μὲ ἐκλεκτὸν κόσμον, ἐνῷ ἡ διασκέδασις παρετάθη μέχρι πρωΐας. <box>1082 877 1320 945</box>
keion-ball-text: Ἐπιτυχέστατος καὶ πολὺ εὔθυμος ὑπῆρξεν ὁ χορὸς τοῦ Συνδέσμου τῶν Κείων, ὁ ὁποῖος ἐδόθη εἰς τὰς αἰθούσας τοῦ Ντελῖς. Ὁ χορὸς ἐπληρώθη μὲ ἐκλεκτὸν κόσμον, ἐνῷ ἡ διασκέδασις παρετάθη μέχρι πρωΐας. <box>1082 729 1320 797</box>
column-3 <box>468 125 668 1285</box>
suicide-heading: Η ΧΘΕΣΙΝΗ <box>1392 1283 1474 1298</box>
notice-text-repeat: Ἐν Ἀθήναις σήμερον τῇ ἑβδόμῃ (7) τοῦ μηνὸς Μαρτίου τοῦ 1930 ἔτους ἡμέρᾳ Πέμπτῃ καὶ ὥραν 10 π.μ. ὁ ὑπογεγραμμένος δικαστικὸς κλητὴρ τοῦ Πρωτοδικείου Ἀθηνῶν, ἐπέδωκα πρὸς τὸν εἰσαγγελέα τῶν Πρωτοδικῶν Ἀθηνῶν ἀντίγραφον τῆς ἀνωτέρω αἰτήσεως, ἵνα λάβῃ γνῶσιν καὶ διὰ τὰ περαιτέρω. <box>254 768 458 892</box>
legal-notice-body: μεταξὺ τῶν ὁδῶν Κεκροπίας καὶ Ἀνδρομάχης, ἔχοντος ἐμβαδὸν 122 πήχεων καὶ ἐπ' αὐτοῦ οἰκίας ἐκ δύο δωματίων, συνορευομένου πρὸς Βορρᾶν μὲ ἰδιοκτησίαν κληρονόμων... Τὴν 'Ολοήγου καὶ ἑτέρων. Ἡ πώλησις θὰ γίνῃ ἐν τῷ γραφείῳ τοῦ ὑπογραφομένου συμβολαιογράφου, κειμένῳ ἐπὶ τῆς ὁδοῦ Σταδίου ἀριθ. 6, καὶ ὥραν 10 π.μ. τῆς 29ης Μαρτίου. Τιμὴ πρώτης προσφορᾶς δρ. 30.000. Ἐνδιαφερόμενοι δύνανται νὰ λαμβάνουν γνῶσιν τῶν ὅρων ἐν τῷ ἀνωτέρω γραφείῳ. Ἐν Ἀθήναις τῇ 7 Μαρτίου 1930. <box>40 242 242 464</box>
committee-work-subheading: ΤΗΣ ΔΗΜΟΣΙΟΝΟΜΙΚΗΣ ΕΠΙΤΡΟΠΗΣ <box>1353 1428 1513 1438</box>
legal-notice-intro: 'Αριθ. 753. ΑΠΟΦΑΣΙΣ. 'Ο Συμβολαιογράφος 'Αθηνῶν Γεώργ. 'Αθ. Σπανδωνῆς ἀναφέρει ὅτι κατατέθη ἡ πρᾶξις συμβολαίου μεταξὺ τῶν ἐνδιαφερομένων περὶ πωλήσεως ἀκινήτου κειμένου ἐν Καλλιθέᾳ, συνεπείᾳ τῆς ὑπ' ἀριθ. 12752 διαταγῆς... <box>40 126 242 236</box>
official-bulletin-heading: ΤΟ ΕΠΙΣΗΜΟΝ ΔΕΛΤΙΟΝ <box>709 392 837 404</box>
column-1 <box>40 125 242 1480</box>
dance-heading-block <box>880 122 1535 222</box>
doctors-text: —ΤΑ ΔΕΛΤΙΑ ΜΑΣ. Εἰς τὸ Μοντέρνο εἰς τὰ Δ. Θεσσαλονίκη, ἐπισκέπτονται ἀσθενεῖς ἐκ τῆς πόλεως. —Ὁ ἰατρὸς Κ. Γεωργίου ἀνακοινοῖ ὅτι ἐπανέλαβε τὰς ἐπισκέψεις του. <box>468 570 668 652</box>
lower-column-a <box>880 1283 1070 2040</box>
notice-text: Ἐν Ἀθήναις σήμερον τῇ ἑβδόμῃ (7) τοῦ μηνὸς Μαρτίου τοῦ 1930 ἔτους ἡμέρᾳ Πέμπτῃ ὁ ὑπογεγραμμένος δικαστικὸς κλητὴρ Β. Ν. Νάνος ἐπέδωκα ἀντίγραφον τῆς αἰτήσεως. <box>468 454 668 522</box>
dance-third-heading: Η ΕΚΛΟΓΗ ΒΑΣΙΛΙΣΣΗΣ ΤΟΥ ΚΙΝΗΜΑΤΟΓΡΑΦΟΥ <box>1022 180 1393 197</box>
legal-notice-body-repeat: μεταξὺ τῶν ὁδῶν Κεκροπίας καὶ Ἀνδρομάχης, ἔχοντος ἐμβαδὸν 122 πήχεων καὶ ἐπ' αὐτοῦ οἰκίας ἐκ δύο δωματίων, συνορευομένου πρὸς Βορρᾶν μὲ ἰδιοκτησίαν κληρονόμων... Τὴν 'Ολοήγου καὶ ἑτέρων. Ἡ πώλησις θὰ γίνῃ ἐν τῷ γραφείῳ τοῦ ὑπογραφομένου συμβολαιογράφου, κειμένῳ ἐπὶ τῆς ὁδοῦ Σταδίου ἀριθ. 6, καὶ ὥραν 10 π.μ. τῆς 29ης Μαρτίου. Τιμὴ πρώτης προσφορᾶς δρ. 30.000. Ἐνδιαφερόμενοι δύνανται νὰ λαμβάνουν γνῶσιν τῶν ὅρων ἐν τῷ ἀνωτέρω γραφείῳ. Ἐν Ἀθήναις τῇ 7 Μαρτίου 1930. <box>40 470 242 692</box>
stock-market-text: Ἡ χρηματιστηριακὴ ἀγορὰ κατὰ τὴν χθεσινὴν συνεδρίασιν παρουσίασεν ἀνεπαίσθητον τάσιν ἐπὶ τοῦ σύνολου τῶν τίτλων. Ὁμολογίαι τῶν ἐθνικῶν δανείων ἐσημείωσαν ἐλαφρὰν ἄνοδον, ἐνῷ αἱ μετοχαὶ τῶν τραπεζῶν διετήρησαν τὰς προηγουμένας τιμάς των. <box>678 172 868 296</box>
excursion-heading: Η ΕΚΔΡΟΜΗ ΤΟΥ ΣΥΛΛΟΓΟΥ ΤΩΝ ΑΘΗΝΑΙΩΝ <box>1333 466 1533 476</box>
piraeus-ball-text: Ὁ Σύλλογος τῶν Ναυτικῶν Σχολῶν Πειραιῶς δίδει τὸν ἐτήσιον χορόν του εἰς τὸ Νέον Φάληρον τὴν 15ην Μαρτίου. <box>1331 403 1535 457</box>
guilleminot-box <box>253 1706 474 1957</box>
promotions-subheading: ΑΡΧΑΙΟΤΗΣ ΚΑΙ ΕΠΙΣΤΗΡΙΣ <box>1135 1312 1267 1323</box>
america-text-repeat: ΛΟΝΔΙΝΟΝ, 8 Μαρτίου. (Ρηδ.) — Κατὰ τηλεγραφήματα ἐξ Οὐασιγκτῶνος, ἡ ἀμερικανικὴ κυβέρνησις ἐγνωστοποίησεν εἰς τὰς εὐρωπαϊκὰς κυβερνήσεις ὅτι θὰ ζητήσῃ τὴν πληρωμὴν τῶν ἀποζημιώσεων, ἀνεξαρτήτως τῶν διαπραγματεύσεων περὶ τῶν πολεμικῶν χρεῶν. <box>880 1460 1070 1584</box>
